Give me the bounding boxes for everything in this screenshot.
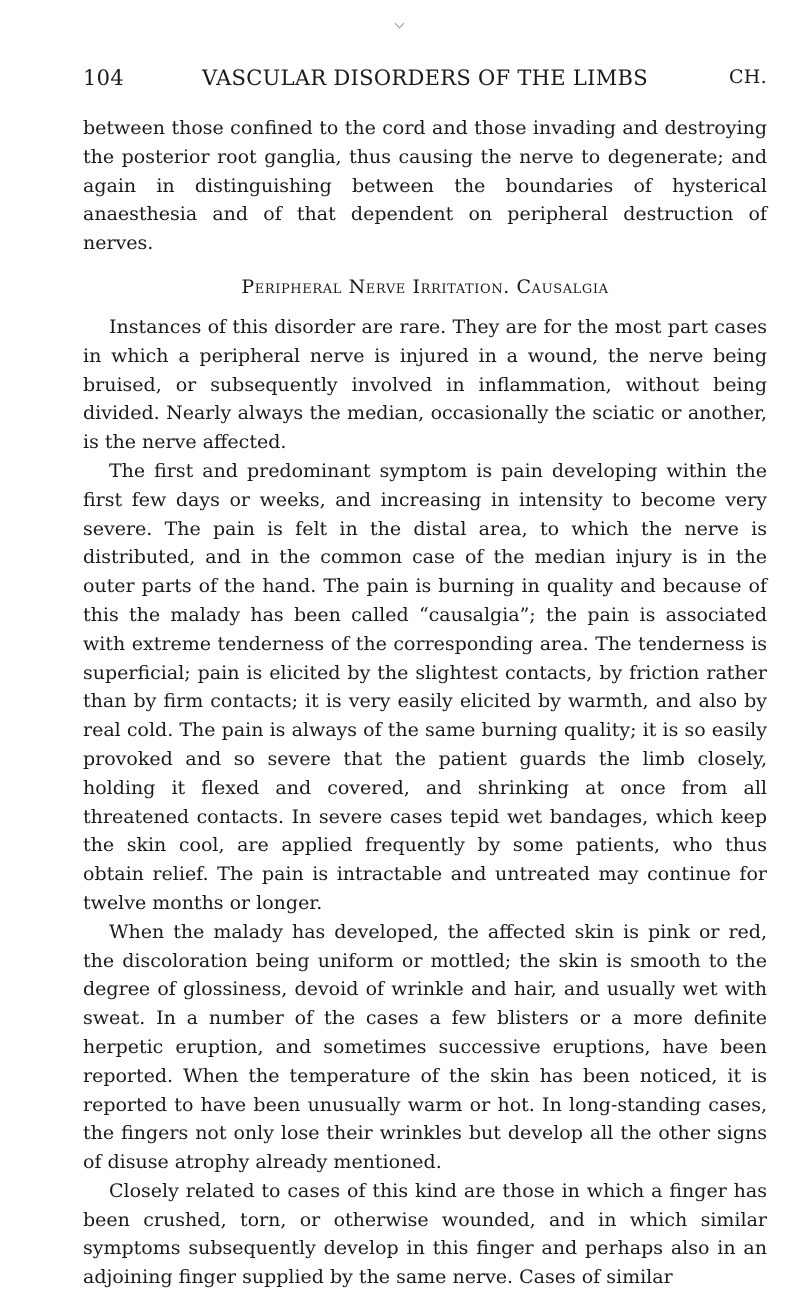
paragraph: The first and predominant symptom is pain developing within the first few days or weeks, and increasing in intensity to become very severe. The pain is felt in the distal area, to which the nerve is distributed, and in the common case of the median injury is in the outer parts of the hand. The pain is burning in quality and because of this the malady has been called “causalgia”; the pain is associated with extreme tenderness of the corresponding area. The tenderness is superficial; pain is elicited by the slightest contacts, by friction rather than by firm contacts; it is very easily elicited by warmth, and also by real cold. The pain is always of the same burning quality; it is so easily provoked and so severe that the patient guards the limb closely, holding it flexed and covered, and shrinking at once from all threatened contacts. In severe cases tepid wet bandages, which keep the skin cool, are applied frequently by some patients, who thus obtain relief. The pain is intractable and untreated may continue for twelve months or longer. — [83, 459, 767, 914]
continued-paragraph: between those confined to the cord and those invading and destroying the posterior root ganglia, thus causing the nerve to degenerate; and again in distinguishing between the boundaries of hysterical anaesthesia and of that dependent on peripheral destruction of nerves. — [83, 117, 767, 255]
running-header — [83, 66, 767, 94]
paragraph: When the malady has developed, the affected skin is pink or red, the discoloration being uniform or mottled; the skin is smooth to the degree of glossiness, devoid of wrinkle and hair, and usually wet with sweat. In a number of the cases a few blisters or a more definite herpetic eruption, and sometimes successive eruptions, have been reported. When the temperature of the skin has been noticed, it is reported to have been unusually warm or hot. In long-standing cases, the fingers not only lose their wrinkles but develop all the other signs of disuse atrophy already mentioned. — [83, 920, 767, 1174]
paragraph: Closely related to cases of this kind are those in which a finger has been crushed, torn, or otherwise wounded, and in which similar symptoms subsequently develop in this finger and perhaps also in an adjoining finger supplied by the same nerve. Cases of similar — [83, 1179, 767, 1289]
page-body — [83, 114, 767, 1292]
paragraph: Instances of this disorder are rare. They are for the most part cases in which a peripheral nerve is injured in a wound, the nerve being bruised, or subsequently involved in inflammation, without being divided. Nearly always the median, occasionally the sciatic or another, is the nerve affected. — [83, 315, 767, 454]
chapter-abbrev: CH. — [728, 66, 767, 88]
section-heading: Peripheral Nerve Irritation. Causalgia — [241, 275, 609, 298]
page-number: 104 — [83, 66, 124, 90]
top-margin-mark — [395, 19, 405, 29]
running-title: VASCULAR DISORDERS OF THE LIMBS — [202, 66, 648, 90]
